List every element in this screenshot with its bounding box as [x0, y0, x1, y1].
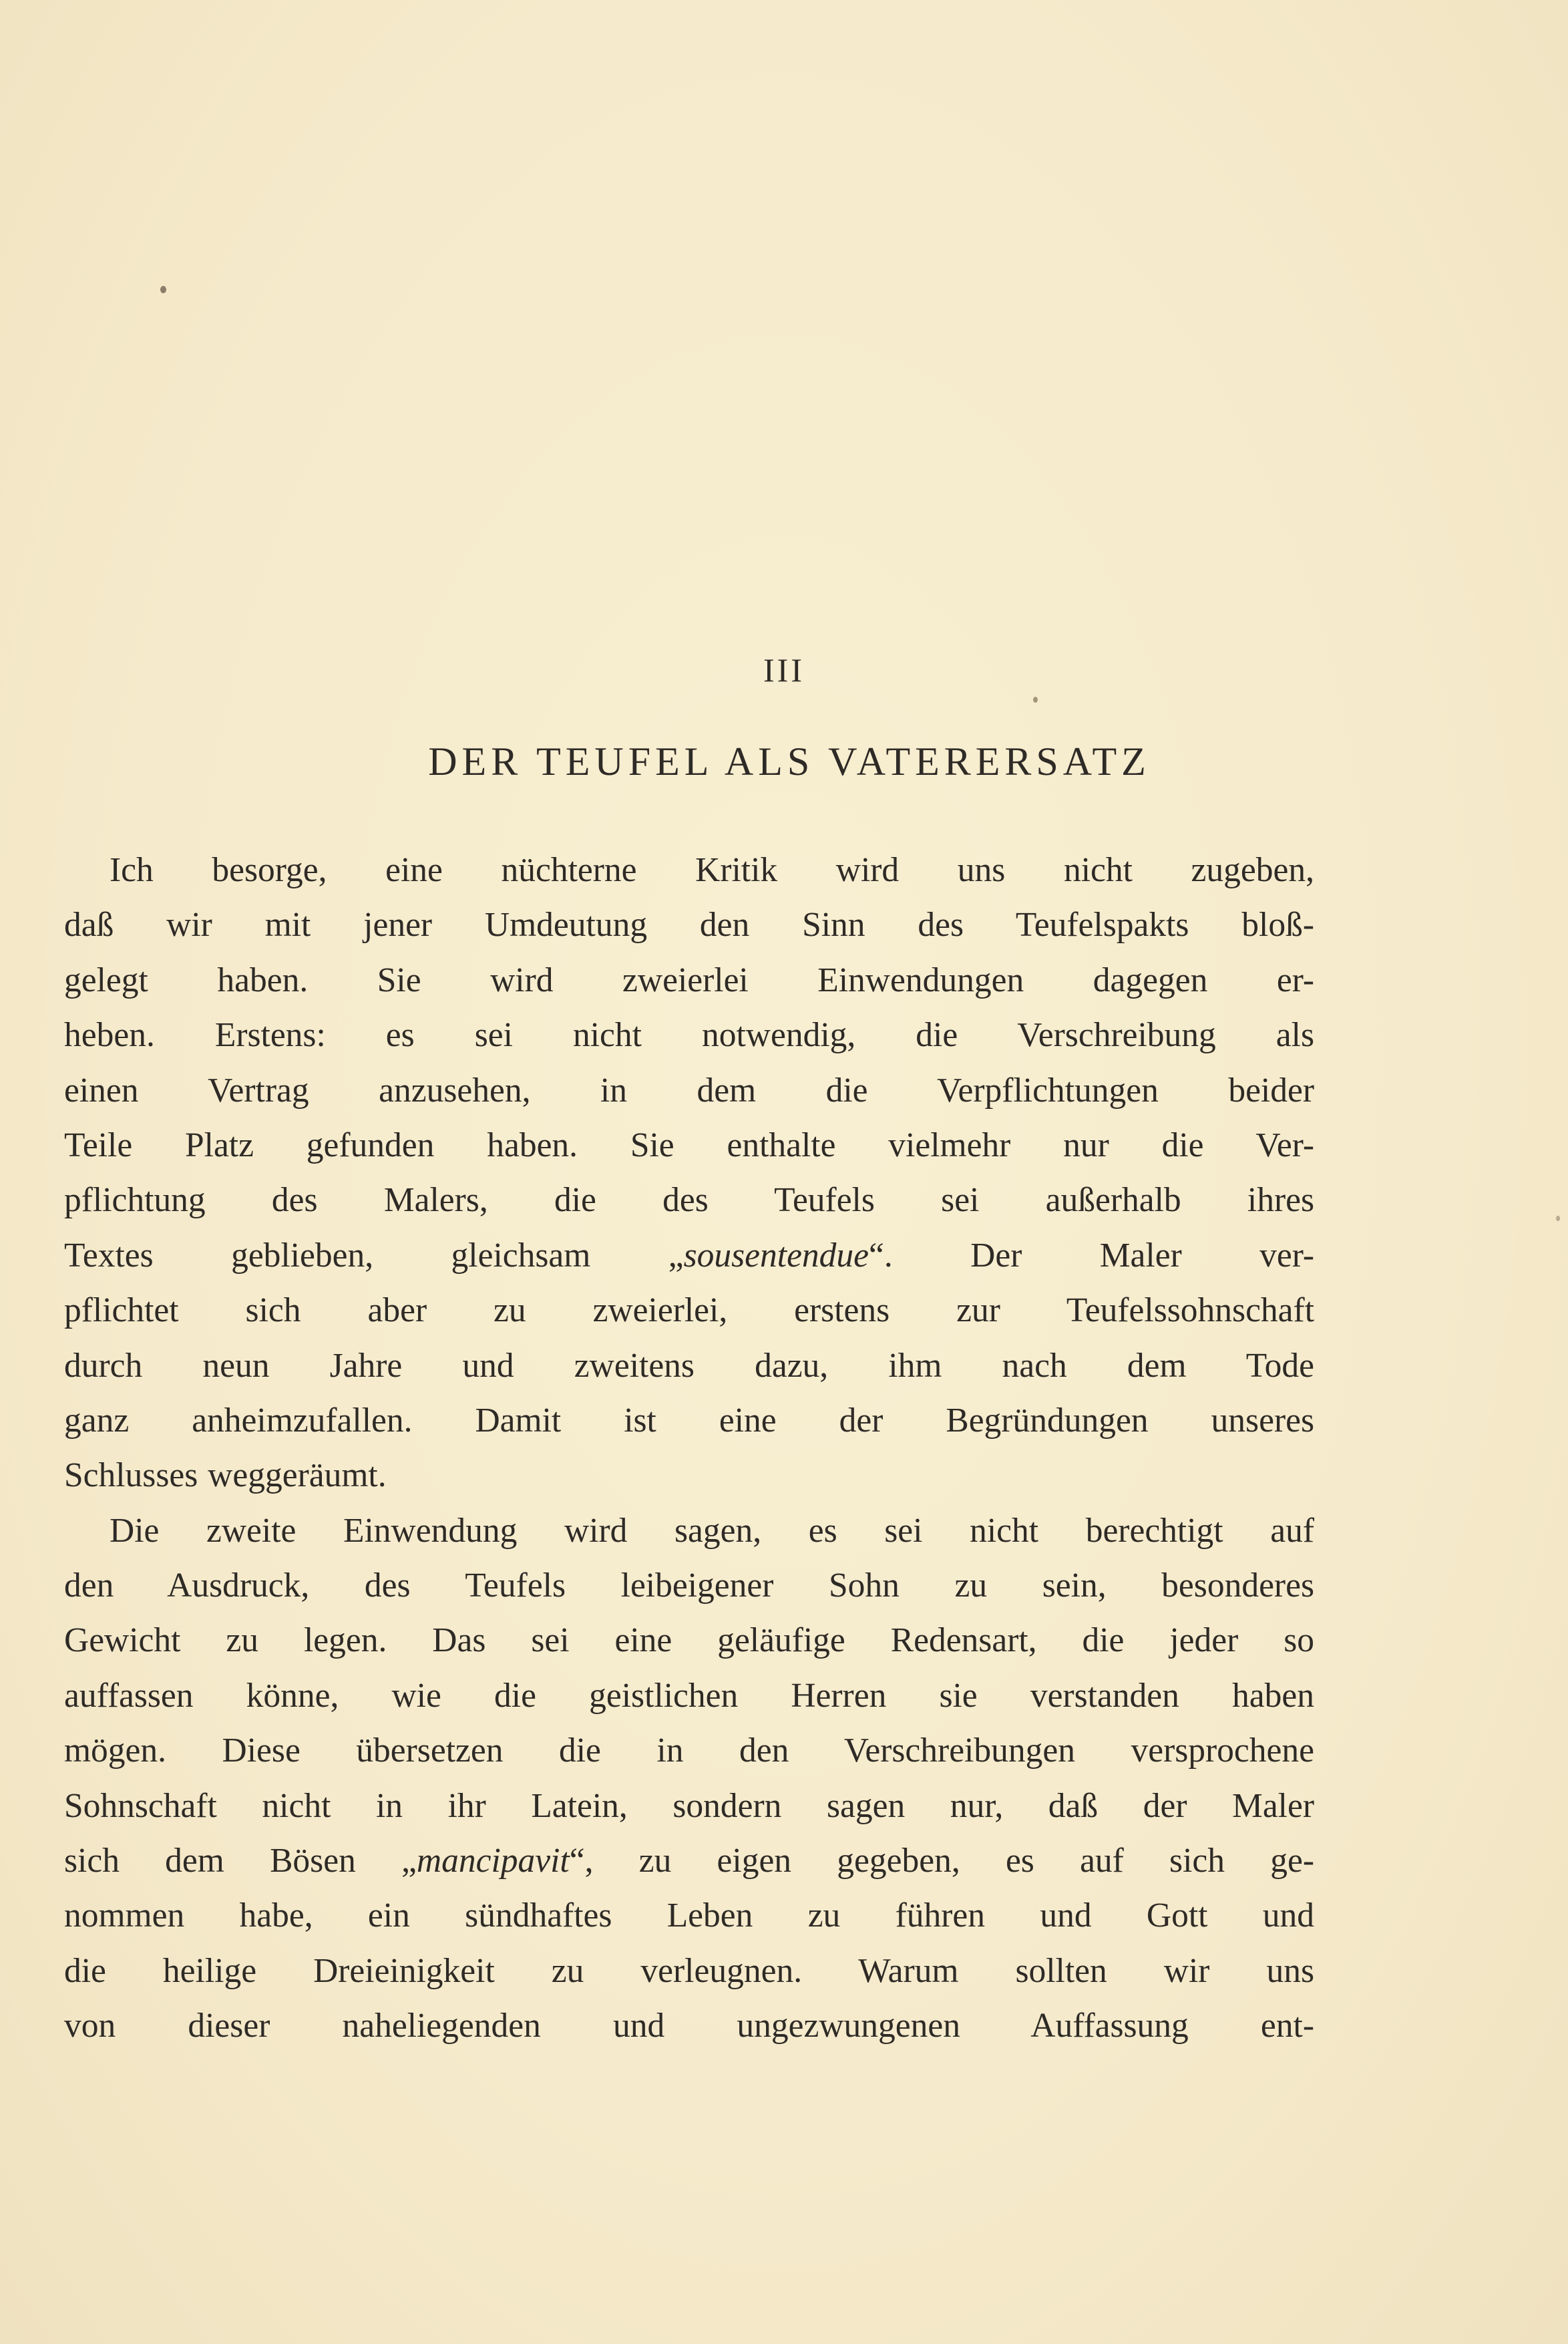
paragraph-2: [64, 1504, 1314, 2054]
italic-term: mancipavit: [416, 1842, 570, 1880]
text-line: Die zweite Einwendung wird sagen, es sei nicht berechtigt auf: [110, 1511, 1314, 1550]
text-line: pflichtet sich aber zu zweierlei, erstens zur Teufelssohnschaft: [64, 1291, 1314, 1330]
text-line: Sohnschaft nicht in ihr Latein, sondern sagen nur, daß der Maler: [64, 1786, 1314, 1825]
text-fragment: “. Der Maler ver-: [869, 1236, 1314, 1275]
text-line: die heilige Dreieinigkeit zu verleugnen. Warum sollten wir uns: [64, 1951, 1314, 1990]
text-line: [64, 1834, 1314, 1888]
text-fragment: Textes geblieben, gleichsam „: [64, 1236, 684, 1275]
text-fragment: sich dem Bösen „: [64, 1842, 417, 1880]
paper-speck: [1033, 697, 1038, 703]
text-line: Teile Platz gefunden haben. Sie enthalte vielmehr nur die Ver-: [64, 1126, 1314, 1164]
chapter-title: DER TEUFEL ALS VATERERSATZ: [428, 739, 1151, 784]
text-line: einen Vertrag anzusehen, in dem die Verpflichtungen beider: [64, 1071, 1314, 1110]
text-line: [64, 1228, 1314, 1283]
text-line: Gewicht zu legen. Das sei eine geläufige Redensart, die jeder so: [64, 1621, 1314, 1660]
text-line: Ich besorge, eine nüchterne Kritik wird uns nicht zugeben,: [110, 851, 1314, 889]
text-line: pflichtung des Malers, die des Teufels sei außerhalb ihres: [64, 1181, 1314, 1220]
italic-term: sousentendue: [683, 1236, 869, 1275]
chapter-number: III: [763, 651, 805, 689]
paragraph-1: [64, 843, 1314, 1504]
text-line: auffassen könne, wie die geistlichen Herren sie verstanden haben: [64, 1676, 1314, 1715]
text-line: von dieser naheliegenden und ungezwungenen Auffassung ent-: [64, 2007, 1314, 2045]
text-line: ganz anheimzufallen. Damit ist eine der Begründungen unseres: [64, 1401, 1314, 1440]
text-line: Schlusses weggeräumt.: [64, 1456, 387, 1495]
paper-speck: [160, 286, 166, 293]
text-line: mögen. Diese übersetzen die in den Verschreibungen versprochene: [64, 1731, 1314, 1770]
text-line: nommen habe, ein sündhaftes Leben zu führen und Gott und: [64, 1896, 1314, 1935]
text-fragment: “, zu eigen gegeben, es auf sich ge-: [569, 1842, 1314, 1880]
text-line: heben. Erstens: es sei nicht notwendig, die Verschreibung als: [64, 1016, 1314, 1055]
body-text: [64, 843, 1314, 2054]
text-line: den Ausdruck, des Teufels leibeigener Sohn zu sein, besonderes: [64, 1566, 1314, 1605]
text-line: durch neun Jahre und zweitens dazu, ihm nach dem Tode: [64, 1346, 1314, 1385]
text-line: gelegt haben. Sie wird zweierlei Einwendungen dagegen er-: [64, 961, 1314, 999]
paper-speck: [1556, 1216, 1560, 1221]
text-line: daß wir mit jener Umdeutung den Sinn des Teufelspakts bloß-: [64, 906, 1314, 945]
